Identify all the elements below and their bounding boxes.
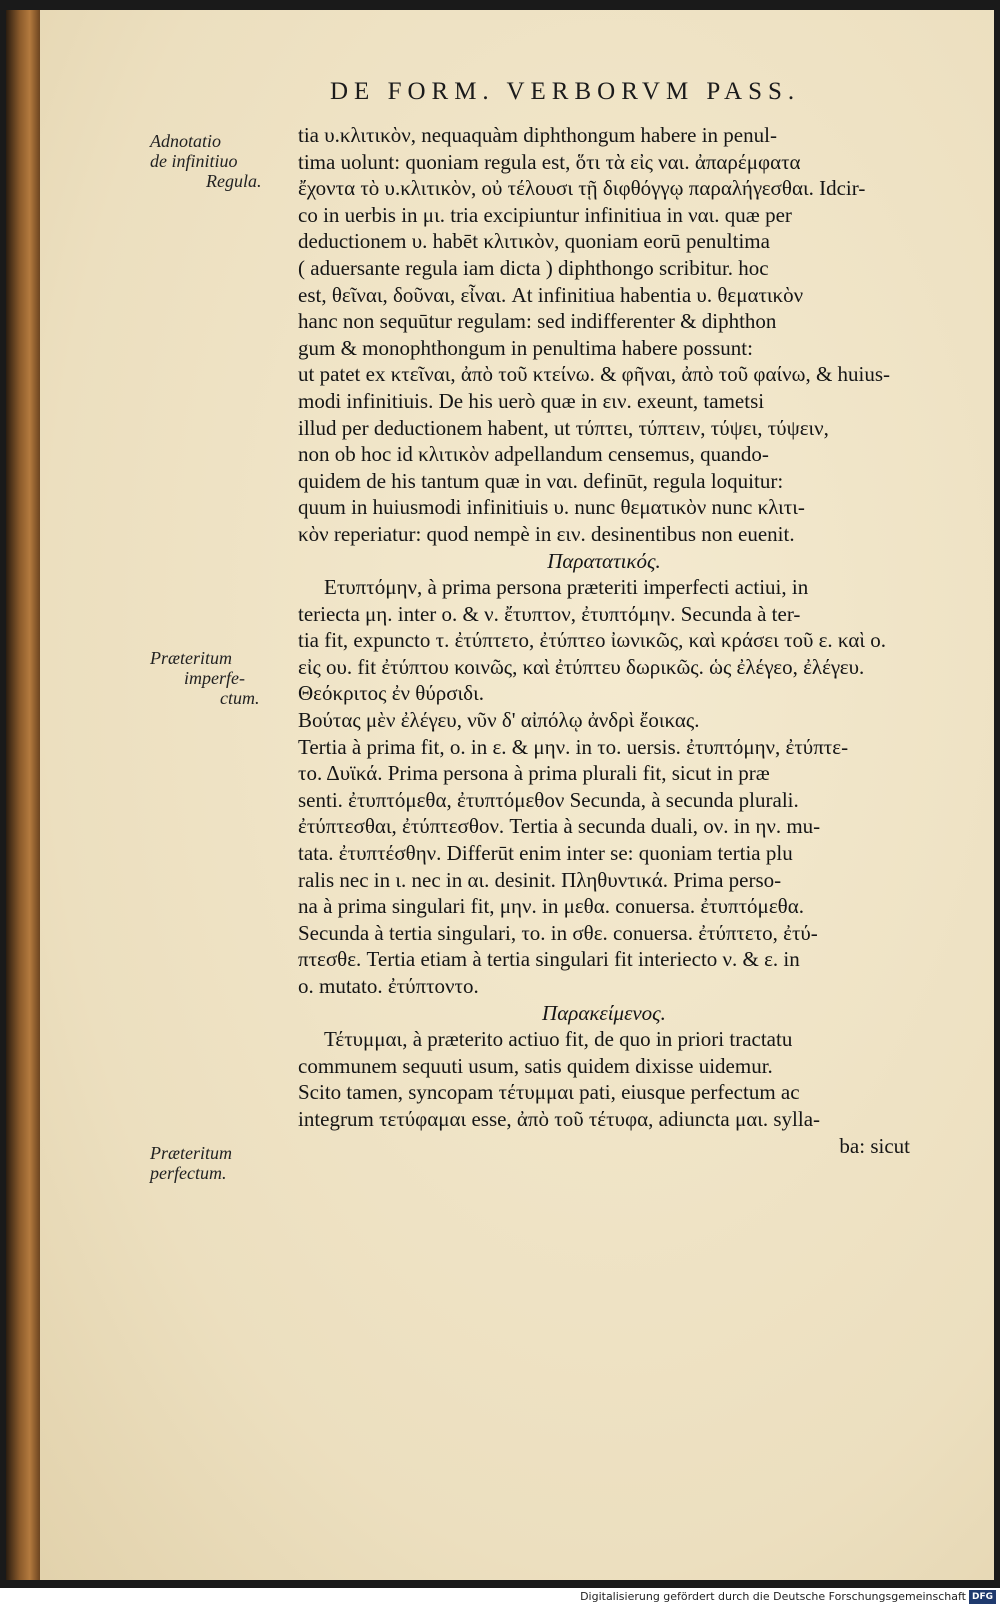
text-line: το. Δυϊκά. Prima persona à prima plurali fit, sicut in præ [298, 761, 770, 786]
text-line: Tertia à prima fit, ο. in ε. & μην. in το. uersis. ἐτυπτόμην, ἐτύπτε- [298, 734, 849, 759]
text-line: illud per deductionem habent, ut τύπτει, τύπτειν, τύψει, τύψειν, [298, 415, 829, 440]
digitization-footer [0, 1588, 1000, 1607]
text-line: Secunda à tertia singulari, το. in σθε. conuersa. ἐτύπτετο, ἐτύ- [298, 920, 818, 945]
footer-credit: Digitalisierung gefördert durch die Deutsche Forschungsgemeinschaft [580, 1590, 966, 1603]
text-line: tima uolunt: quoniam regula est, ὅτι τὰ εἰς ναι. ἀπαρέμφατα [298, 149, 801, 174]
quotation-line: Βούτας μὲν ἐλέγευ, νῦν δ' αἰπόλῳ ἀνδρὶ ἔοικας. [298, 708, 700, 733]
text-line: εἰς ου. fit ἐτύπτου κοινῶς, καὶ ἐτύπτευ δωρικῶς. ὡς ἐλέγεο, ἐλέγευ. [298, 654, 865, 679]
text-line: Τέτυμμαι, à præterito actiuo fit, de quo in priori tractatu [324, 1027, 793, 1052]
text-line: κὸν reperiatur: quod nempè in ειν. desinentibus non euenit. [298, 521, 795, 546]
text-line: ( aduersante regula iam dicta ) diphthongo scribitur. hoc [298, 255, 769, 280]
text-line: na à prima singulari fit, μην. in μεθα. conuersa. ἐτυπτόμεθα. [298, 894, 804, 919]
margin-note-adnotatio: Adnotatio de infinitiuo Regula. [150, 131, 262, 191]
text-line: ut patet ex κτεῖναι, ἀπὸ τοῦ κτείνω. & φῆναι, ἀπὸ τοῦ φαίνω, & huius- [298, 362, 891, 387]
text-line: quidem de his tantum quæ in ναι. definūt, regula loquitur: [298, 468, 784, 493]
body-text [298, 122, 910, 1159]
text-line: deductionem υ. habēt κλιτικὸν, quoniam eorū penultima [298, 229, 770, 254]
dfg-logo: DFG [969, 1590, 996, 1604]
text-line: senti. ἐτυπτόμεθα, ἐτυπτόμεθον Secunda, à secunda plurali. [298, 787, 799, 812]
catchword: ba: sicut [839, 1133, 910, 1158]
text-line: Θεόκριτος ἐν θύρσιδι. [298, 681, 484, 706]
text-line: teriecta μη. inter ο. & ν. ἔτυπτον, ἐτυπτόμην. Secunda à ter- [298, 601, 801, 626]
text-line: co in uerbis in μι. tria excipiuntur infinitiua in ναι. quæ per [298, 202, 792, 227]
book-spine [6, 10, 40, 1580]
section-heading-paratatikos: Παρατατικός. [547, 548, 661, 573]
text-line: tia υ.κλιτικὸν, nequaquàm diphthongum habere in penul- [298, 123, 777, 147]
text-line: tata. ἐτυπτέσθην. Differūt enim inter se: quoniam tertia plu [298, 841, 793, 866]
running-header: DE FORM. VERBORVM PASS. [330, 78, 801, 105]
text-line: non ob hoc id κλιτικὸν adpellandum censemus, quando- [298, 442, 769, 467]
text-line: gum & monophthongum in penultima habere possunt: [298, 335, 753, 360]
text-line: πτεσθε. Tertia etiam à tertia singulari fit interiecto ν. & ε. in [298, 947, 800, 972]
text-line: communem sequuti usum, satis quidem dixisse uidemur. [298, 1053, 773, 1078]
margin-note-praeteritum-perfectum: Præteritum perfectum. [150, 1143, 233, 1183]
text-line: ralis nec in ι. nec in αι. desinit. Πληθυντικά. Prima perso- [298, 867, 782, 892]
section-heading-parakeimenos: Παρακείμενος. [542, 1000, 666, 1025]
text-line: integrum τετύφαμαι esse, ἀπὸ τοῦ τέτυφα, adiuncta μαι. sylla- [298, 1106, 821, 1131]
text-line: modi infinitiuis. De his uerò quæ in ειν. exeunt, tametsi [298, 388, 765, 413]
text-line: est, θεῖναι, δοῦναι, εἶναι. At infinitiua habentia υ. θεματικὸν [298, 282, 804, 307]
text-line: quum in huiusmodi infinitiuis υ. nunc θεματικὸν nunc κλιτι- [298, 495, 805, 520]
text-line: ἔχοντα τὸ υ.κλιτικὸν, οὐ τέλουσι τῇ διφθόγγῳ παραλήγεσθαι. Idcir- [298, 176, 866, 201]
text-line: Scito tamen, syncopam τέτυμμαι pati, eiusque perfectum ac [298, 1080, 800, 1105]
text-line: ἐτύπτεσθαι, ἐτύπτεσθον. Tertia à secunda duali, ον. in ην. mu- [298, 814, 821, 839]
margin-note-praeteritum-imperfectum: Præteritum imperfe- ctum. [150, 648, 260, 708]
text-line: tia fit, expuncto τ. ἐτύπτετο, ἐτύπτεο ἰωνικῶς, καὶ κράσει τοῦ ε. καὶ ο. [298, 628, 886, 653]
text-line: Ετυπτόμην, à prima persona præteriti imperfecti actiui, in [324, 575, 809, 600]
text-line: hanc non sequūtur regulam: sed indifferenter & diphthon [298, 309, 777, 334]
text-line: ο. mutato. ἐτύπτοντο. [298, 974, 479, 998]
